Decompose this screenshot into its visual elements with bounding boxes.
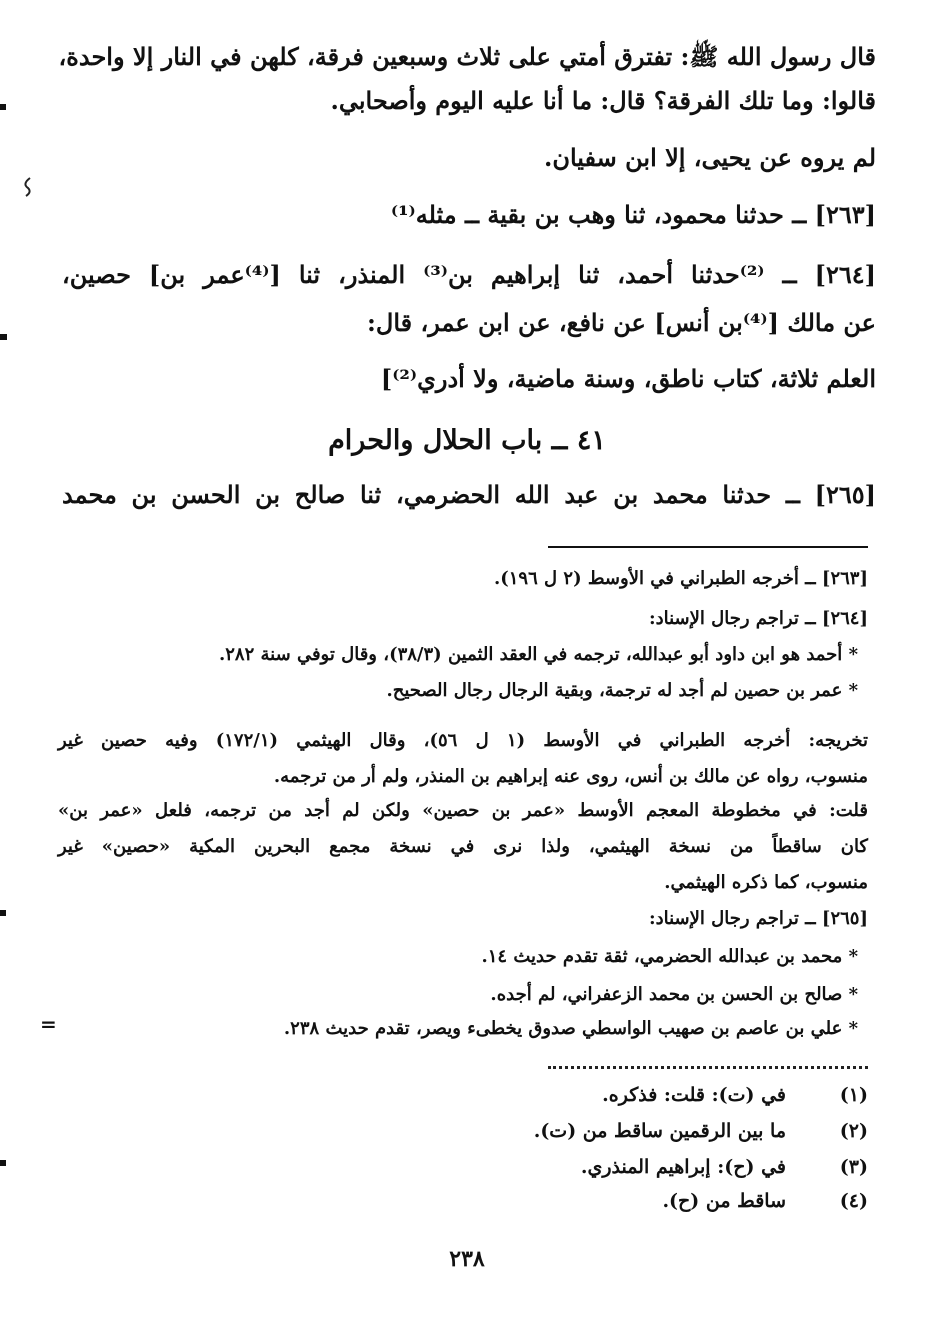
hadith-265-line-1: [٢٦٥] ــ حدثنا محمد بن عبد الله الحضرمي، ثنا صالح بن الحسن بن محمد [62, 480, 876, 509]
commentary-265-title: [٢٦٥] ــ تراجم رجال الإسناد: [648, 908, 868, 929]
commentary-265-bullet-1: * محمد بن عبدالله الحضرمي، ثقة تقدم حديث ١٤. [481, 946, 858, 967]
commentary-264-takhrij-3: قلت: في مخطوطة المعجم الأوسط «عمر بن حصين» ولكن لم أجد من ترجمه، فلعل «عمر بن» [58, 800, 868, 821]
footnote-number: (١) [839, 1084, 868, 1106]
commentary-264-bullet-1: * أحمد هو ابن داود أبو عبدالله، ترجمه في العقد الثمين (٣٨/٣)، وقال توفي سنة ٢٨٢. [218, 644, 858, 665]
footnote-number: (٣) [839, 1156, 868, 1178]
main-text-line-1: قال رسول الله ﷺ: تفترق أمتي على ثلاث وسبعين فرقة، كلهن في النار إلا واحدة، [58, 42, 876, 71]
footnote-number: (٢) [839, 1120, 868, 1142]
commentary-265-bullet-2: * صالح بن الحسن بن محمد الزعفراني، لم أجده. [490, 984, 858, 1005]
commentary-264-bullet-2: * عمر بن حصين لم أجد له ترجمة، وبقية الرجال رجال الصحيح. [386, 680, 858, 701]
scan-mark [0, 910, 6, 916]
footnote-text: في (ح): إبراهيم المنذري. [580, 1156, 786, 1178]
scan-mark [0, 1160, 6, 1166]
commentary-264-takhrij-1: تخريجه: أخرجه الطبراني في الأوسط (١ ل ٥٦)، وقال الهيثمي (١٧٢/١) وفيه حصين غير [58, 730, 868, 751]
main-text-line-3: لم يروه عن يحيى، إلا ابن سفيان. [543, 143, 876, 172]
footnote-separator-rule [548, 546, 868, 548]
commentary-264-takhrij-5: منسوب، كما ذكره الهيثمي. [664, 872, 868, 893]
scan-mark [0, 334, 7, 340]
page-number: ٢٣٨ [449, 1246, 485, 1272]
hadith-264-line-3: العلم ثلاثة، كتاب ناطق، وسنة ماضية، ولا أدري⁽²⁾] [380, 364, 876, 393]
commentary-263: [٢٦٣] ــ أخرجه الطبراني في الأوسط (٢ ل ١٩٦). [493, 568, 868, 589]
hadith-263: [٢٦٣] ــ حدثنا محمود، ثنا وهب بن بقية ــ مثله⁽¹⁾ [390, 200, 876, 229]
commentary-265-bullet-3: * علي بن عاصم بن صهيب الواسطي صدوق يخطىء ويصر، تقدم حديث ٢٣٨. [283, 1018, 858, 1039]
footnote-number: (٤) [839, 1190, 868, 1212]
scan-mark [0, 104, 6, 110]
hadith-264-line-2: عن مالك [⁽⁴⁾بن أنس] عن نافع، عن ابن عمر، قال: [367, 308, 876, 337]
scan-squiggle-mark [20, 176, 34, 198]
footnote-text: ساقط من (ح). [662, 1190, 786, 1212]
margin-equals-mark: = [40, 1012, 57, 1036]
commentary-264-title: [٢٦٤] ــ تراجم رجال الإسناد: [648, 608, 868, 629]
hadith-264-line-1: [٢٦٤] ــ ⁽²⁾حدثنا أحمد، ثنا إبراهيم بن⁽³⁾ المنذر، ثنا [⁽⁴⁾عمر بن] حصين، [62, 260, 876, 289]
footnote-text: في (ت): قلت: فذكره. [602, 1084, 786, 1106]
footnote-text: ما بين الرقمين ساقط من (ت). [533, 1120, 786, 1142]
commentary-264-takhrij-4: كان ساقطاً من نسخة الهيثمي، ولذا نرى في نسخة مجمع البحرين المكية «حصين» غير [58, 836, 868, 857]
commentary-264-takhrij-2: منسوب، رواه عن مالك بن أنس، روى عنه إبراهيم بن المنذر، ولم أر من ترجمه. [273, 766, 868, 787]
main-text-line-2: قالوا: وما تلك الفرقة؟ قال: ما أنا عليه اليوم وأصحابي. [330, 86, 876, 115]
footnotes-dotted-separator [548, 1066, 868, 1069]
chapter-heading: ٤١ ــ باب الحلال والحرام [328, 425, 606, 456]
